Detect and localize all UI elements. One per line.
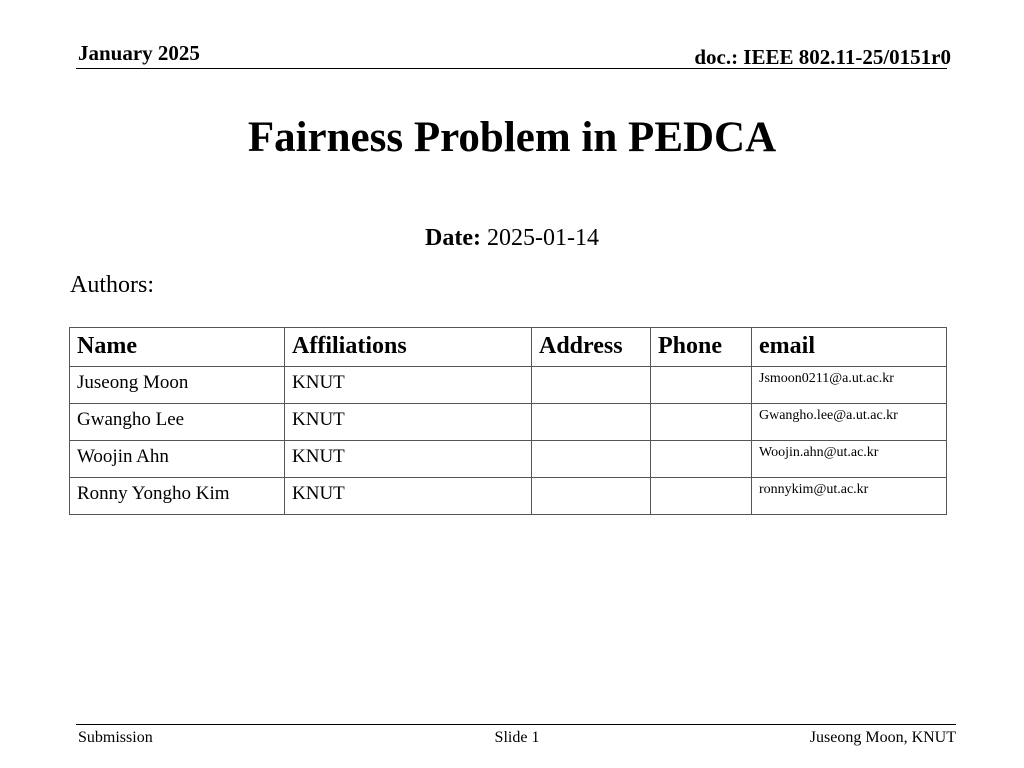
author-phone <box>651 441 752 478</box>
author-name: Juseong Moon <box>70 367 285 404</box>
footer-submission: Submission <box>78 729 153 746</box>
author-name: Gwangho Lee <box>70 404 285 441</box>
slide-title: Fairness Problem in PEDCA <box>247 114 777 161</box>
author-affiliation: KNUT <box>285 404 532 441</box>
author-name: Woojin Ahn <box>70 441 285 478</box>
footer-slide-number: Slide 1 <box>494 729 540 746</box>
date-line <box>0 223 1024 253</box>
author-email: Gwangho.lee@a.ut.ac.kr <box>752 404 947 441</box>
date-value: 2025-01-14 <box>486 225 599 251</box>
author-email: Woojin.ahn@ut.ac.kr <box>752 441 947 478</box>
author-name: Ronny Yongho Kim <box>70 478 285 515</box>
author-phone <box>651 367 752 404</box>
author-address <box>532 367 651 404</box>
table-row <box>70 478 947 515</box>
author-address <box>532 404 651 441</box>
author-email: Jsmoon0211@a.ut.ac.kr <box>752 367 947 404</box>
column-header-affiliations: Affiliations <box>285 328 532 367</box>
table-row <box>70 441 947 478</box>
authors-label: Authors: <box>70 272 154 298</box>
column-header-email: email <box>752 328 947 367</box>
author-phone <box>651 478 752 515</box>
table-header-row <box>70 328 947 367</box>
author-phone <box>651 404 752 441</box>
column-header-address: Address <box>532 328 651 367</box>
authors-table <box>69 327 947 515</box>
header-date: January 2025 <box>78 41 200 65</box>
column-header-phone: Phone <box>651 328 752 367</box>
table-row <box>70 404 947 441</box>
author-email: ronnykim@ut.ac.kr <box>752 478 947 515</box>
header-divider <box>76 68 947 69</box>
date-label: Date: <box>425 225 481 251</box>
document-id: doc.: IEEE 802.11-25/0151r0 <box>694 45 951 69</box>
author-address <box>532 441 651 478</box>
author-affiliation: KNUT <box>285 367 532 404</box>
table-row <box>70 367 947 404</box>
column-header-name: Name <box>70 328 285 367</box>
author-affiliation: KNUT <box>285 478 532 515</box>
author-address <box>532 478 651 515</box>
author-affiliation: KNUT <box>285 441 532 478</box>
footer-divider <box>76 724 956 725</box>
footer-author: Juseong Moon, KNUT <box>809 729 956 746</box>
